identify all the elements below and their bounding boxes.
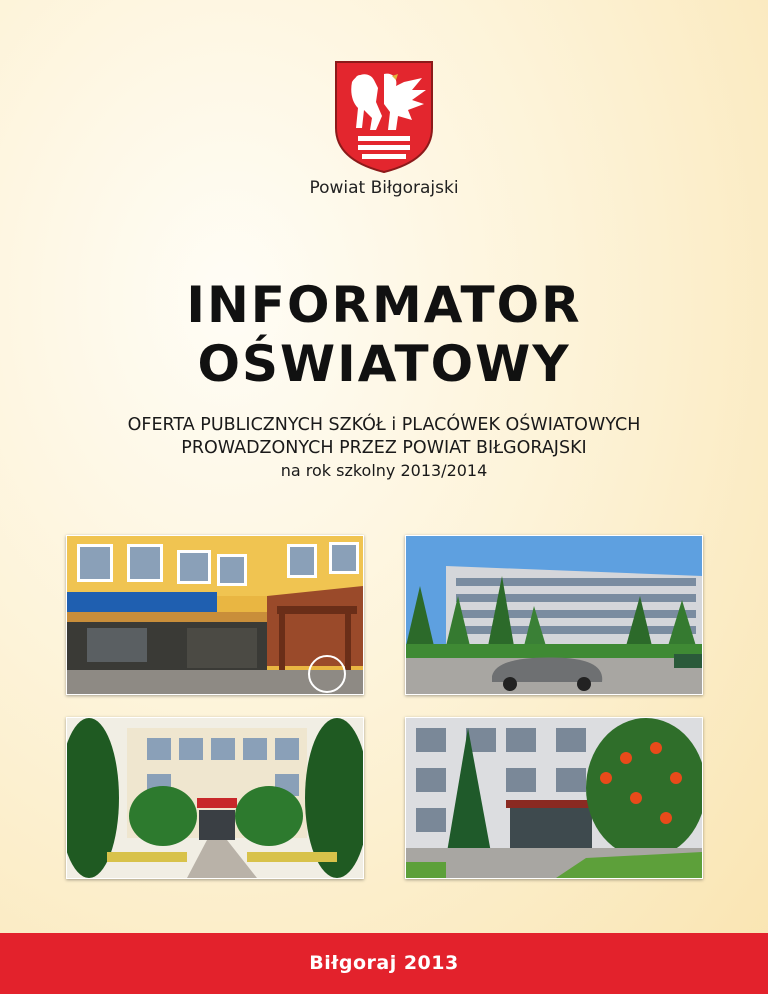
subtitle-line-2: PROWADZONYCH PRZEZ POWIAT BIŁGORAJSKI bbox=[181, 438, 587, 458]
subtitle-line-1: OFERTA PUBLICZNYCH SZKÓŁ i PLACÓWEK OŚWIATOWYCH bbox=[127, 415, 641, 435]
photo-school-with-hedges bbox=[66, 717, 364, 879]
title-line-2: OŚWIATOWY bbox=[197, 335, 571, 393]
photo-school-with-trees bbox=[405, 717, 703, 879]
photo-school-white-building bbox=[405, 535, 703, 695]
region-name: Powiat Biłgorajski bbox=[309, 178, 459, 198]
photo-school-yellow-building bbox=[66, 535, 364, 695]
title-line-1: INFORMATOR bbox=[186, 276, 582, 334]
footer-bar bbox=[0, 933, 768, 994]
subtitle-line-3: na rok szkolny 2013/2014 bbox=[280, 461, 488, 480]
coat-of-arms-icon bbox=[332, 58, 436, 174]
footer-place-year: Biłgoraj 2013 bbox=[309, 952, 459, 974]
